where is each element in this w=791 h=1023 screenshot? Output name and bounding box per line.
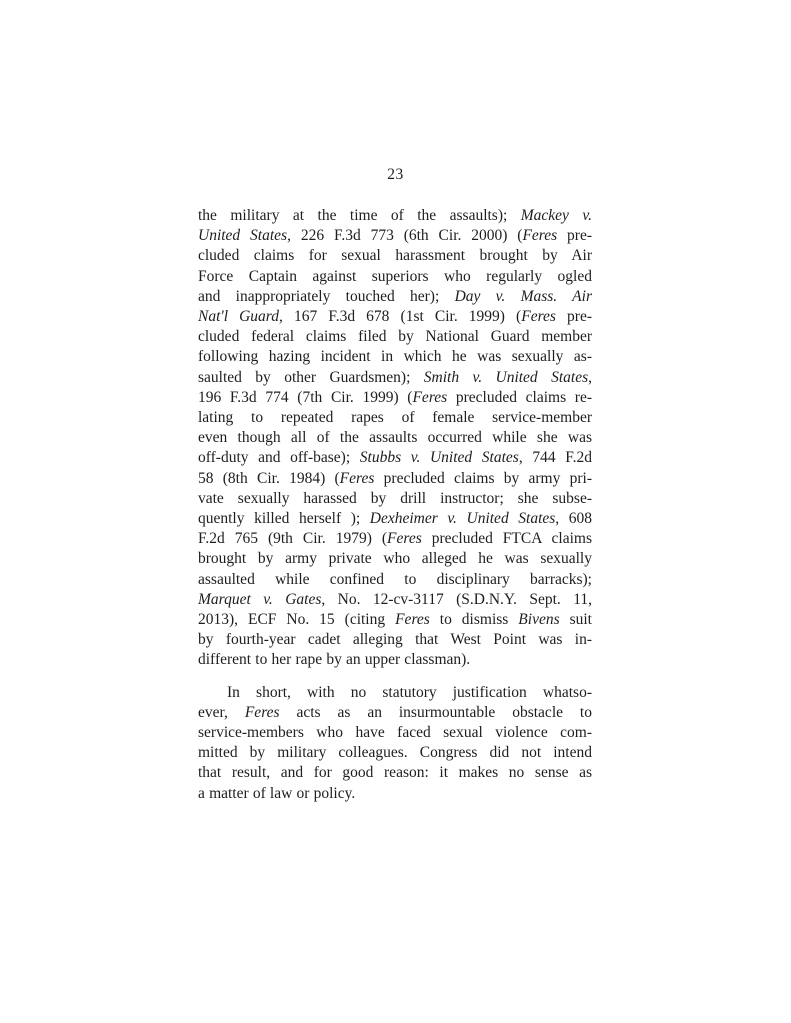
text-segment: quently killed herself );: [198, 510, 370, 528]
text-segment: by fourth-year cadet alleging that West Point was in-: [198, 631, 592, 649]
text-segment: pre-: [555, 308, 593, 326]
text-segment: the military at the time of the assaults);: [198, 207, 521, 224]
text-line: [198, 549, 592, 569]
italic-citation: United States: [198, 227, 288, 245]
text-segment: acts as an insurmountable obstacle to: [279, 703, 592, 721]
text-line: [198, 784, 592, 804]
text-segment: , No. 12-cv-3117 (S.D.N.Y. Sept. 11,: [321, 590, 592, 608]
text-segment: 2013), ECF No. 15 (citing: [198, 611, 396, 629]
text-segment: a matter of law or policy.: [198, 784, 356, 802]
italic-citation: Day v. Mass. Air: [454, 287, 592, 305]
text-line: [198, 448, 592, 468]
italic-citation: Nat'l Guard: [198, 308, 280, 326]
text-segment: , 608: [555, 510, 592, 528]
page-number: 23: [387, 166, 404, 183]
text-line: [198, 703, 592, 723]
text-segment: cluded claims for sexual harassment brought by Air: [198, 247, 592, 265]
text-line: [198, 650, 592, 670]
text-line: [198, 267, 592, 287]
text-segment: pre-: [557, 227, 592, 245]
text-line: [198, 469, 592, 489]
text-line: [198, 206, 592, 226]
italic-citation: Feres: [244, 703, 280, 721]
italic-citation: Dexheimer v. United States: [369, 510, 556, 528]
text-segment: ever,: [198, 703, 245, 721]
text-line: [198, 610, 592, 630]
text-segment: precluded claims by army pri-: [374, 469, 592, 487]
text-segment: lating to repeated rapes of female service-member: [198, 409, 592, 427]
text-segment: In short, with no statutory justification whatso-: [227, 683, 592, 701]
text-segment: assaulted while confined to disciplinary barracks);: [198, 570, 592, 588]
text-segment: ,: [588, 368, 592, 386]
text-line: [198, 246, 592, 266]
italic-citation: Feres: [412, 388, 448, 406]
text-segment: off-duty and off-base);: [198, 449, 360, 467]
text-segment: mitted by military colleagues. Congress did not intend: [198, 744, 592, 762]
document-body: [198, 206, 592, 804]
text-segment: following hazing incident in which he was sexually as-: [198, 348, 592, 366]
text-line: [198, 683, 592, 703]
text-segment: saulted by other Guardsmen);: [198, 368, 424, 386]
text-segment: precluded FTCA claims: [421, 530, 593, 548]
text-segment: 58 (8th Cir. 1984) (: [198, 469, 340, 487]
text-line: [198, 509, 592, 529]
text-segment: Force Captain against superiors who regularly ogled: [198, 267, 592, 285]
text-segment: , 167 F.3d 678 (1st Cir. 1999) (: [279, 308, 522, 326]
text-line: [198, 489, 592, 509]
italic-citation: Feres: [521, 308, 556, 326]
text-line: [198, 630, 592, 650]
text-line: [198, 388, 592, 408]
text-line: [198, 368, 592, 388]
text-segment: different to her rape by an upper classman).: [198, 651, 471, 669]
text-segment: to dismiss: [429, 611, 519, 629]
italic-citation: Stubbs v. United States: [359, 449, 519, 467]
text-line: [198, 287, 592, 307]
text-segment: , 226 F.3d 773 (6th Cir. 2000) (: [287, 227, 523, 245]
italic-citation: Marquet v. Gates: [198, 590, 322, 608]
text-segment: vate sexually harassed by drill instructor; she subse-: [198, 489, 592, 507]
italic-citation: Feres: [522, 227, 558, 245]
text-line: [198, 763, 592, 783]
text-line: [198, 408, 592, 428]
text-line: [198, 226, 592, 246]
paragraph: [198, 683, 592, 804]
text-segment: brought by army private who alleged he was sexually: [198, 550, 592, 568]
italic-citation: Feres: [339, 469, 375, 487]
text-segment: and inappropriately touched her);: [198, 287, 455, 305]
text-line: [198, 570, 592, 590]
text-segment: service-members who have faced sexual violence com-: [198, 724, 592, 742]
text-segment: suit: [559, 611, 592, 629]
text-line: [198, 723, 592, 743]
text-line: [198, 529, 592, 549]
italic-citation: Feres: [387, 530, 422, 548]
text-line: [198, 590, 592, 610]
text-line: [198, 307, 592, 327]
italic-citation: Smith v. United States: [423, 368, 589, 386]
italic-citation: Mackey v.: [520, 207, 592, 224]
text-line: [198, 347, 592, 367]
italic-citation: Bivens: [518, 611, 560, 629]
text-segment: that result, and for good reason: it makes no sense as: [198, 764, 592, 782]
text-segment: 196 F.3d 774 (7th Cir. 1999) (: [198, 388, 413, 406]
text-segment: , 744 F.2d: [518, 449, 592, 467]
text-segment: cluded federal claims filed by National Guard member: [198, 328, 592, 346]
text-line: [198, 743, 592, 763]
italic-citation: Feres: [395, 611, 430, 629]
text-segment: F.2d 765 (9th Cir. 1979) (: [198, 530, 388, 548]
text-segment: even though all of the assaults occurred while she was: [198, 429, 592, 447]
text-line: [198, 327, 592, 347]
text-line: [198, 428, 592, 448]
text-segment: precluded claims re-: [447, 388, 593, 406]
paragraph: [198, 206, 592, 671]
